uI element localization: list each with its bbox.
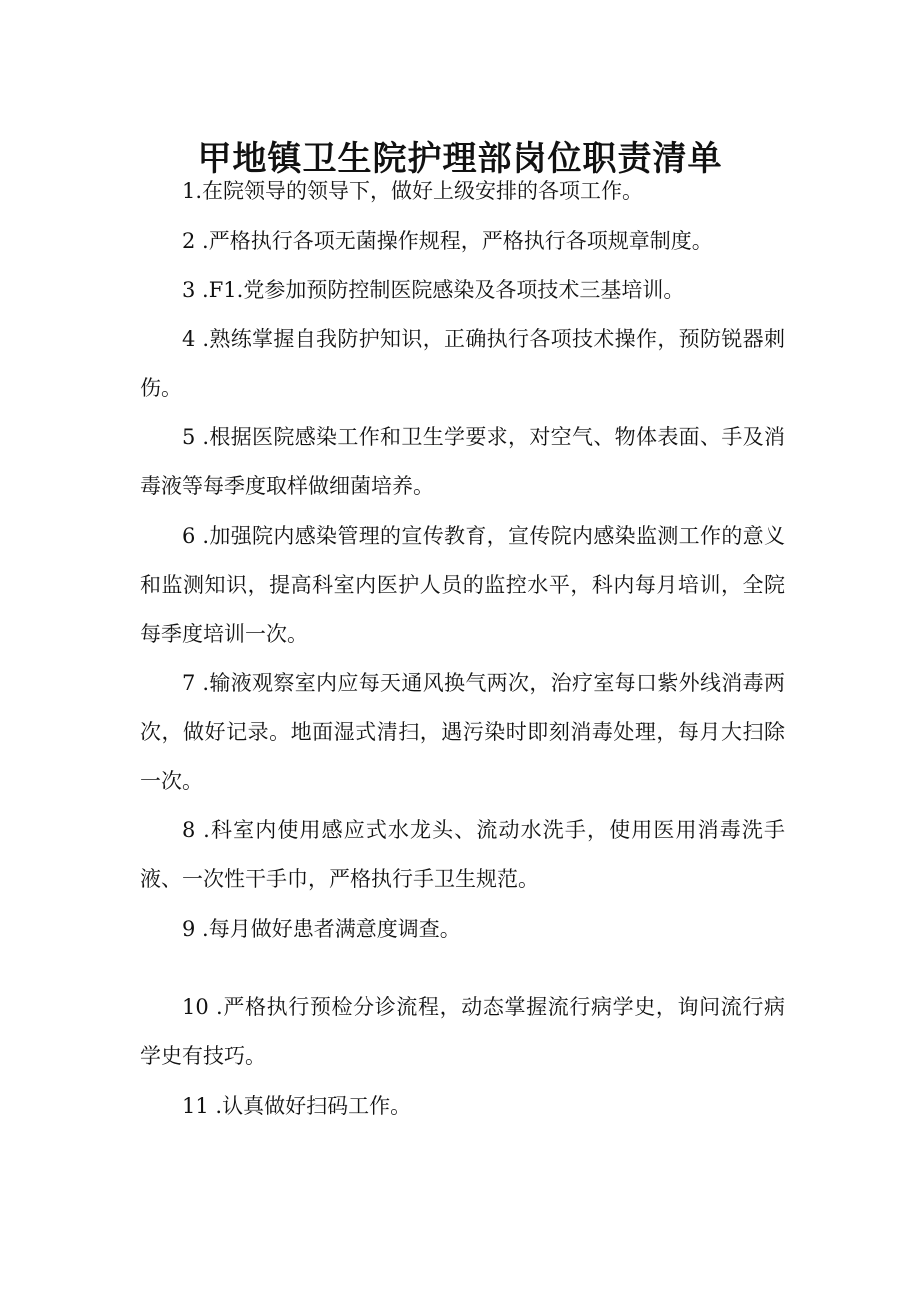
item-number: 9 . bbox=[182, 917, 209, 941]
item-number: 6 . bbox=[182, 524, 210, 548]
list-item bbox=[140, 983, 785, 1081]
item-number: 8 . bbox=[182, 818, 210, 842]
item-text: 严格执行各项无菌操作规程，严格执行各项规章制度。 bbox=[208, 229, 713, 253]
item-text: 输液观察室内应每天通风换气两次，治疗室每口紫外线消毒两次，做好记录。地面湿式清扫，遇污染时即刻消毒处理，每月大扫除一次。 bbox=[140, 671, 785, 793]
item-text: 根据医院感染工作和卫生学要求，对空气、物体表面、手及消毒液等每季度取样做细菌培养。 bbox=[140, 425, 785, 498]
item-text: 每月做好患者满意度调查。 bbox=[208, 917, 461, 941]
list-item bbox=[140, 512, 785, 659]
item-number: 4 . bbox=[182, 327, 210, 351]
item-number: 5 . bbox=[182, 425, 210, 449]
list-item bbox=[140, 315, 785, 413]
item-number: 1. bbox=[182, 179, 203, 203]
item-number: 10 . bbox=[182, 995, 223, 1019]
list-item bbox=[140, 1082, 785, 1131]
item-number: 7 . bbox=[182, 671, 210, 695]
item-number: 11 . bbox=[182, 1094, 223, 1118]
document-title: 甲地镇卫生院护理部岗位职责清单 bbox=[197, 138, 723, 179]
list-item bbox=[140, 413, 785, 511]
item-text: 在院领导的领导下，做好上级安排的各项工作。 bbox=[202, 179, 644, 203]
item-text: 加强院内感染管理的宣传教育，宣传院内感染监测工作的意义和监测知识，提高科室内医护人员的监控水平，科内每月培训，全院每季度培训一次。 bbox=[140, 524, 785, 646]
item-text: F1.党参加预防控制医院感染及各项技术三基培训。 bbox=[208, 278, 685, 302]
list-item bbox=[140, 167, 785, 216]
list-item bbox=[140, 806, 785, 904]
list-item bbox=[140, 905, 785, 954]
item-text: 熟练掌握自我防护知识，正确执行各项技术操作，预防锐器刺伤。 bbox=[140, 327, 785, 400]
item-number: 2 . bbox=[182, 229, 209, 253]
item-text: 严格执行预检分诊流程，动态掌握流行病学史，询问流行病学史有技巧。 bbox=[140, 995, 785, 1068]
list-item bbox=[140, 266, 785, 315]
item-number: 3 . bbox=[182, 278, 209, 302]
list-item bbox=[140, 217, 785, 266]
list-item bbox=[140, 659, 785, 806]
item-text: 科室内使用感应式水龙头、流动水洗手，使用医用消毒洗手液、一次性干手巾，严格执行手卫生规范。 bbox=[140, 818, 786, 891]
item-text: 认真做好扫码工作。 bbox=[222, 1094, 412, 1118]
